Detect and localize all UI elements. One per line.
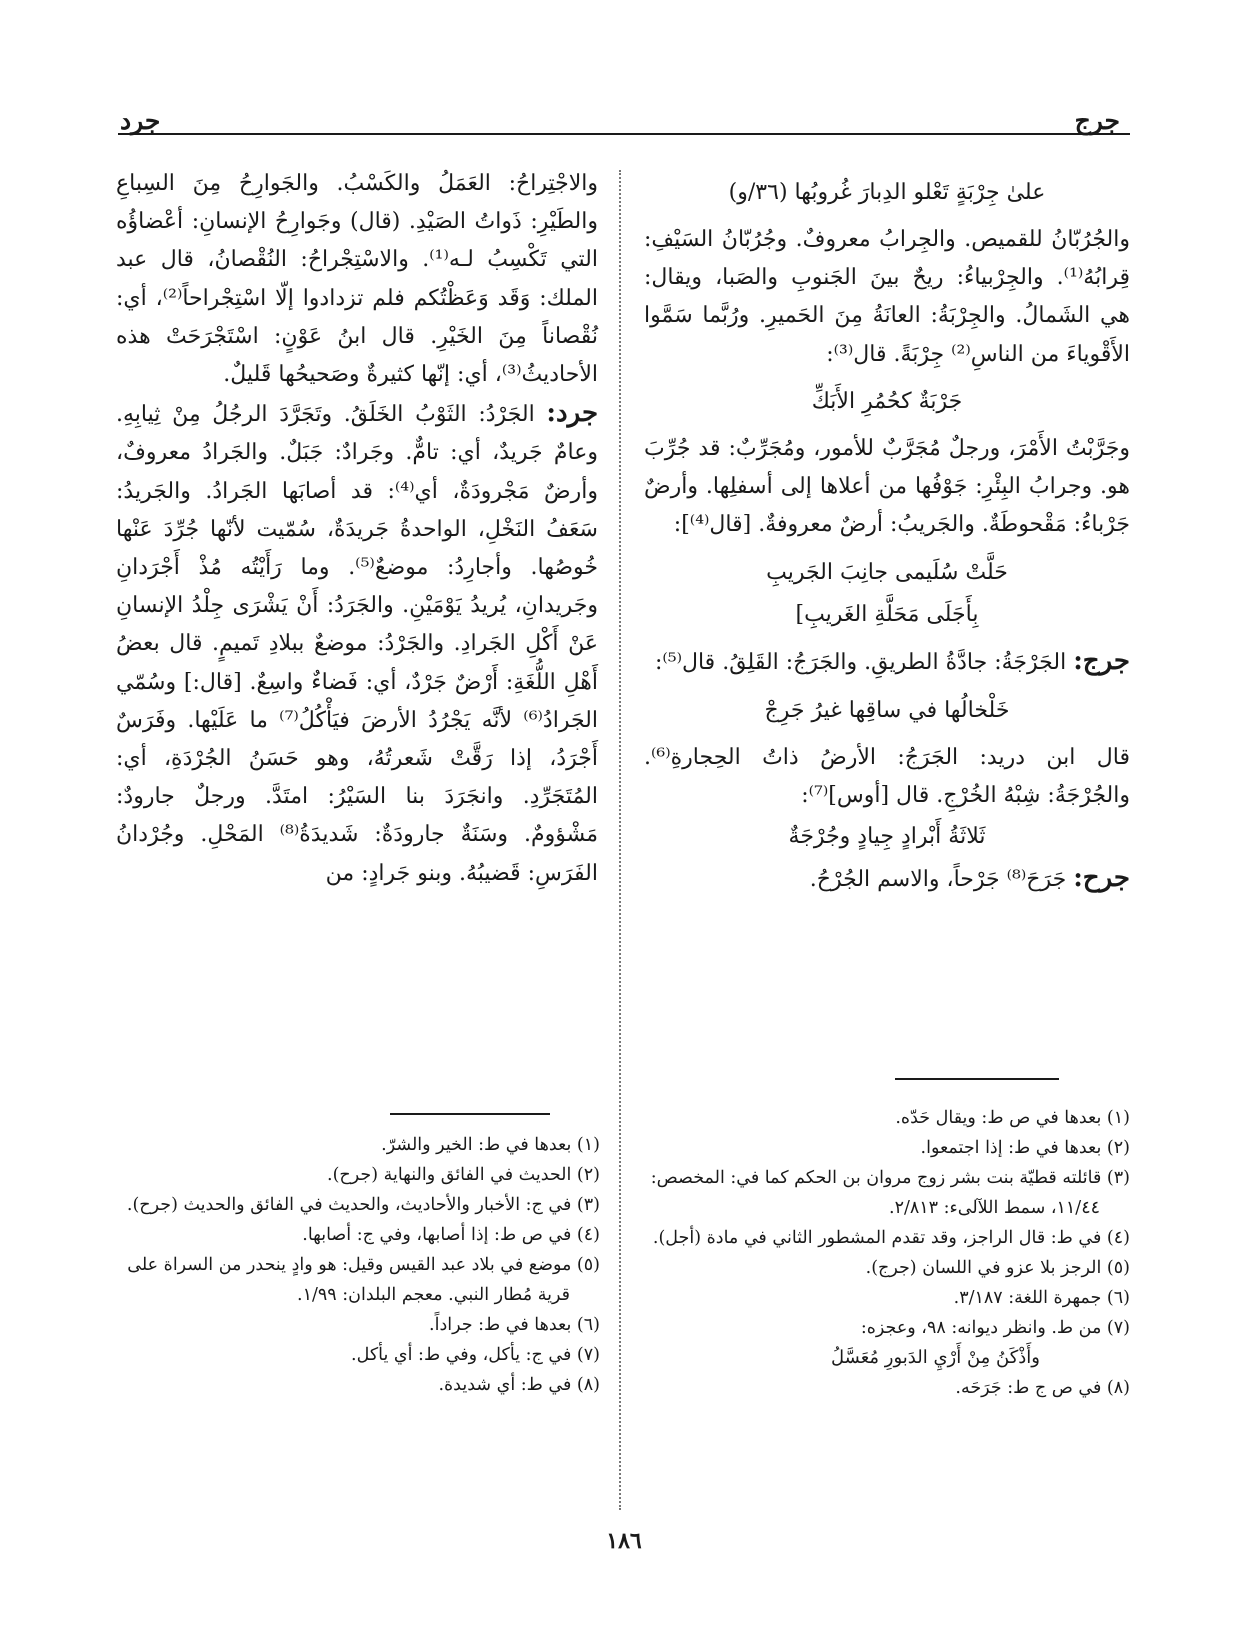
footnotes-left [112, 1130, 600, 1400]
verse-abrad: ثَلاثَةُ أَبْرادٍ جِيادٍ وجُرْجَةٌ [788, 824, 986, 850]
footnote: (٤) في ص ط: إذا أصابها، وفي ج: أصابها. [302, 1225, 600, 1245]
headword-jrh: جرح: [1073, 863, 1130, 894]
entry-jrh-text: جَرَحَ⁽⁸⁾ جَرْحاً، والاسم الجُرْحُ. [809, 867, 1067, 893]
footnote: (٢) الحديث في الفائق والنهاية (جرح). [327, 1165, 600, 1185]
footnote: (١) بعدها في ص ط: ويقال حَدّه. [895, 1108, 1130, 1128]
footnote: (٨) في ص ج ط: جَرَحَه. [955, 1378, 1130, 1398]
footnote-rule-left [390, 1113, 550, 1115]
footnotes-right [640, 1103, 1130, 1403]
footnote: (٧) في ج: يأكل، وفي ط: أي يأكل. [351, 1345, 600, 1365]
paragraph-jurubban: والجُرُبّانُ للقميص. والجِرابُ معروفٌ. وجُرُبّانُ السَيْفِ: قِرابُهُ⁽¹⁾. والجِرْبياءُ: ريحٌ بينَ الجَنوبِ والصَبا، ويقال: هي الشَمالُ. والجِرْبَةُ: العانَةُ مِنَ الحَميرِ. ورُبَّما سَمَّوا الأَقْوياءَ من الناسِ⁽²⁾ جِرْبَةً. قال⁽³⁾: [644, 227, 1130, 367]
verse-jirba: علىٰ جِرْبَةٍ تَعْلو الدِبارَ غُروبُها (٣٦/و) [728, 180, 1046, 205]
running-head-left: جرد [120, 106, 161, 135]
verse-sulayma-2: بِأَجَلَى مَحَلَّةِ الغَريبِ] [795, 602, 979, 628]
footnote-verse: وأَذْكَنُ مِنْ أَرْيِ الدَبورِ مُعَسَّلُ [831, 1347, 1040, 1368]
right-column [644, 165, 1130, 899]
paragraph-ijtirah: والاجْتِراحُ: العَمَلُ والكَسْبُ. والجَوارِحُ مِنَ السِباعِ والطَيْرِ: ذَواتُ الصَيْدِ. (قال) وجَوارِحُ الإنسانِ: أعْضاؤُه التي تَكْسِبُ لـه⁽¹⁾. والاسْتِجْراحُ: النُقْصانُ، قال عبد الملك: وَقَد وَعَظْتُكم فلم تزدادوا إلّا اسْتِجْراحاً⁽²⁾، أي: نُقْصاناً مِنَ الخَيْرِ. قال ابنُ عَوْنٍ: اسْتَجْرَحَتْ هذه الأحاديثُ⁽³⁾، أي: إنّها كثيرةٌ وصَحيحُها قَليلٌ. [116, 171, 598, 388]
footnote: (١) بعدها في ط: الخير والشرّ. [381, 1135, 600, 1155]
headword-jrd: جرد: [546, 398, 599, 429]
column-divider [619, 170, 621, 1510]
verse-khalkhal: خَلْخالُها في ساقِها غيرُ جَرِجْ [764, 697, 1010, 723]
footnote: (٧) من ط. وانظر ديوانه: ٩٨، وعجزه: [860, 1318, 1130, 1338]
footnote: (٥) الرجز بلا عزو في اللسان (جرج). [865, 1258, 1130, 1278]
footnote-rule-right [895, 1078, 1059, 1080]
footnote: (٦) بعدها في ط: جراداً. [429, 1315, 600, 1335]
footnote: (٦) جمهرة اللغة: ٣/١٨٧. [953, 1288, 1130, 1308]
verse-sulayma-1: حَلَّتْ سُلَيمى جانِبَ الجَريبِ [766, 560, 1008, 586]
footnote: (٢) بعدها في ط: إذا اجتمعوا. [920, 1138, 1130, 1158]
paragraph-jarrabtu: وجَرَّبْتُ الأَمْرَ، ورجلٌ مُجَرَّبٌ للأمور، ومُجَرِّبٌ: قد جُرِّبَ هو. وجرابُ البِئْرِ: جَوْفُها من أعلاها إلى أسفلِها. وأرضٌ جَرْباءُ: مَقْحوطَةٌ. والجَريبُ: أرضٌ معروفةٌ. [قال⁽⁴⁾]: [644, 435, 1130, 538]
entry-jrd-text: الجَرْدُ: الثَوْبُ الخَلَقُ. وتَجَرَّدَ الرجُلُ مِنْ ثِيابِهِ. وعامٌ جَريدٌ، أي: تامٌّ. وجَرادٌ: جَبَلٌ. والجَرادُ معروفٌ، وأرضٌ مَجْرودَةٌ، أي⁽⁴⁾: قد أصابَها الجَرادُ. والجَريدُ: سَعَفُ النَخْلِ، الواحدةُ جَريدَةٌ، سُمّيت لأنّها جُرِّدَ عَنْها خُوصُها. وأجارِدُ: موضعٌ⁽⁵⁾. وما رَأَيْتُه مُذْ أَجْرَدانِ وجَريدانِ، يُريدُ يَوْمَيْنِ. والجَرَدُ: أَنْ يَشْرَى جِلْدُ الإنسانِ عَنْ أَكْلِ الجَرادِ. والجَرْدُ: موضعٌ ببلادِ تَميمٍ. قال بعضُ أَهْلِ اللُّغَةِ: أَرْضٌ جَرْدٌ، أي: فَضاءٌ واسِعٌ. [قال:] وسُمّي الجَرادُ⁽⁶⁾ لأنَّه يَجْرُدُ الأرضَ فيَأْكُلُ⁽⁷⁾ ما عَلَيْها. وفَرَسٌ أَجْرَدُ، إذا رَقَّتْ شَعرتُهُ، وهو حَسَنُ الجُرْدَةِ، أي: المُتَجَرِّدِ. وانجَرَدَ بنا السَيْرُ: امتَدَّ. ورجلٌ جارودٌ: مَشْؤومٌ. وسَنَةٌ جارودَةٌ: شَديدَةُ⁽⁸⁾ المَحْلِ. وجُرْدانُ الفَرَسِ: قَضيبُهُ. وبنو جَرادٍ: من [116, 402, 598, 886]
running-head-right: جرج [1074, 106, 1120, 135]
paragraph-ibn-durayd: قال ابن دريد: الجَرَجُ: الأرضُ ذاتُ الحِجارةِ⁽⁶⁾. والجُرْجَةُ: شِبْهُ الخُرْجِ. قال [أوس]⁽⁷⁾: [644, 744, 1130, 808]
entry-jrh [644, 859, 1130, 899]
header-rule [118, 133, 1130, 135]
page-number: ١٨٦ [606, 1528, 642, 1554]
footnote: (٨) في ط: أي شديدة. [438, 1375, 600, 1395]
headword-jrj: جرج: [1073, 646, 1130, 677]
footnote: (٥) موضع في بلاد عبد القيس وقيل: هو وادٍ ينحدر من السراة على قرية مُطار النبي. معجم البلدان: ١/٩٩. [127, 1255, 600, 1305]
left-column [116, 165, 598, 893]
entry-jrj [644, 642, 1130, 682]
verse-abakk: جَرْبَةٌ كحُمُرِ الأَبَكِّ [811, 388, 963, 414]
entry-jrd [116, 394, 598, 893]
footnote: (٣) في ج: الأخبار والأحاديث، والحديث في الفائق والحديث (جرح). [126, 1195, 600, 1215]
footnote: (٤) في ط: قال الراجز، وقد تقدم المشطور الثاني في مادة (أجل). [652, 1228, 1130, 1248]
footnote: (٣) قائلته قطيّة بنت بشر زوج مروان بن الحكم كما في: المخصص: ١١/٤٤، سمط اللآلىء: ٢/٨١٣. [650, 1168, 1130, 1218]
entry-jrj-text: الجَرْجَةُ: جادَّةُ الطريقِ. والجَرَجُ: القَلِقُ. قال⁽⁵⁾: [654, 650, 1067, 676]
